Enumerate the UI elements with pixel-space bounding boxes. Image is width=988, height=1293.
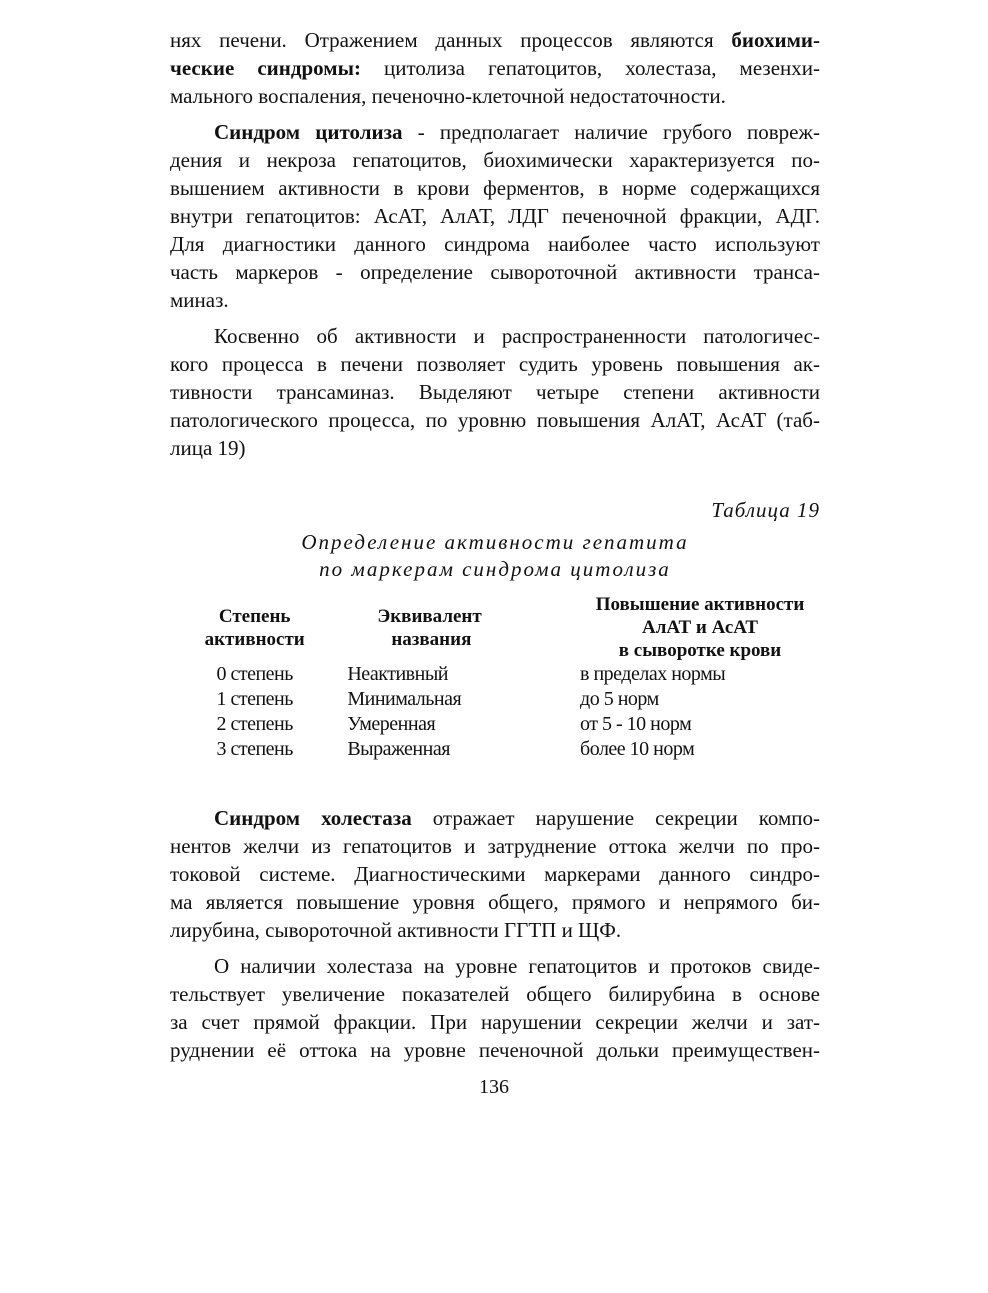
paragraph-line: нентов желчи из гепатоцитов и затруднение оттока желчи по про- <box>170 834 820 858</box>
paragraph-line: патологического процесса, по уровню повышения АлАТ, АсАТ (таб- <box>170 408 820 432</box>
intro-text: цитолиза гепатоцитов, холестаза, мезенхи- <box>360 56 820 80</box>
bold-term: биохими- <box>731 28 820 52</box>
table-row: 3 степень Выраженная более 10 норм <box>216 738 695 760</box>
cholestasis-term: Синдром холестаза <box>214 806 412 830</box>
cholestasis-paragraph: Синдром холестаза отражает нарушение секреции компо- нентов желчи из гепатоцитов и затруднение оттока желчи по про- токовой системе. Диагностическими маркерами данного синдро- ма является повышение уровня общего, прямого и непрямого би- лирубина, сывороточной активности ГГТП и ЩФ. <box>170 806 820 942</box>
paragraph-line: дения и некроза гепатоцитов, биохимически характеризуется по- <box>170 148 820 172</box>
table-label: Таблица 19 <box>711 498 820 522</box>
header-equivalent: Эквивалент названия <box>377 605 482 650</box>
table-header-row <box>170 593 820 662</box>
table-row: 0 степень Неактивный в пределах нормы <box>216 663 726 685</box>
table-title-line: по маркерам синдрома цитолиза <box>319 557 671 581</box>
paragraph-line: миназ. <box>170 288 229 312</box>
bold-term: ческие синдромы: <box>170 56 361 80</box>
table-row: 2 степень Умеренная от 5 - 10 норм <box>216 713 692 735</box>
intro-paragraph <box>170 26 820 110</box>
page-number: 136 <box>479 1076 509 1098</box>
paragraph-line: внутри гепатоцитов: АсАТ, АлАТ, ЛДГ печеночной фракции, АДГ. <box>170 204 820 228</box>
paragraph-line: руднении её оттока на уровне печеночной дольки преимуществен- <box>170 1038 820 1062</box>
paragraph-line: Для диагностики данного синдрома наиболее часто используют <box>170 232 820 256</box>
paragraph-line: тивности трансаминаз. Выделяют четыре степени активности <box>170 380 820 404</box>
activity-paragraph <box>170 322 820 462</box>
paragraph-line: лица 19) <box>170 436 246 460</box>
header-increase: Повышение активности АлАТ и АсАТ в сыворотке крови <box>595 594 805 661</box>
paragraph-line: за счет прямой фракции. При нарушении секреции желчи и зат- <box>170 1010 820 1034</box>
paragraph-line: О наличии холестаза на уровне гепатоцитов и протоков свиде- <box>214 954 820 978</box>
paragraph-line: тельствует увеличение показателей общего билирубина в основе <box>170 982 820 1006</box>
table-title-line: Определение активности гепатита <box>301 530 689 554</box>
cytolysis-term: Синдром цитолиза <box>214 120 403 144</box>
table-title <box>170 529 820 583</box>
paragraph-line: вышением активности в крови ферментов, в норме содержащихся <box>170 176 820 200</box>
paragraph-line: токовой системе. Диагностическими маркерами данного синдро- <box>170 862 820 886</box>
paragraph-line: кого процесса в печени позволяет судить уровень повышения ак- <box>170 352 820 376</box>
activity-table <box>170 593 820 762</box>
header-degree: Степень активности <box>204 605 305 650</box>
paragraph-line: Косвенно об активности и распространенности патологичес- <box>214 324 820 348</box>
cytolysis-paragraph: Синдром цитолиза - предполагает наличие грубого повреж- дения и некроза гепатоцитов, биохимически характеризуется по- вышением активности в крови ферментов, в норме содержащихся внутри гепатоцитов: АсАТ, АлАТ, ЛДГ печеночной фракции, АДГ. Для диагностики данного синдрома наиболее часто используют часть маркеров - определение сывороточной активности транса- миназ. <box>170 120 820 312</box>
paragraph-line: ма является повышение уровня общего, прямого и непрямого би- <box>170 890 820 914</box>
page-content <box>170 26 820 1064</box>
paragraph-line: часть маркеров - определение сывороточной активности транса- <box>170 260 820 284</box>
intro-text: мального воспаления, печеночно-клеточной недостаточности. <box>170 84 726 108</box>
table-row: 1 степень Минимальная до 5 норм <box>216 688 659 710</box>
paragraph-line: лирубина, сывороточной активности ГГТП и ЩФ. <box>170 918 622 942</box>
cholestasis-level-paragraph <box>170 952 820 1064</box>
intro-text: нях печени. Отражением данных процессов являются <box>170 28 732 52</box>
